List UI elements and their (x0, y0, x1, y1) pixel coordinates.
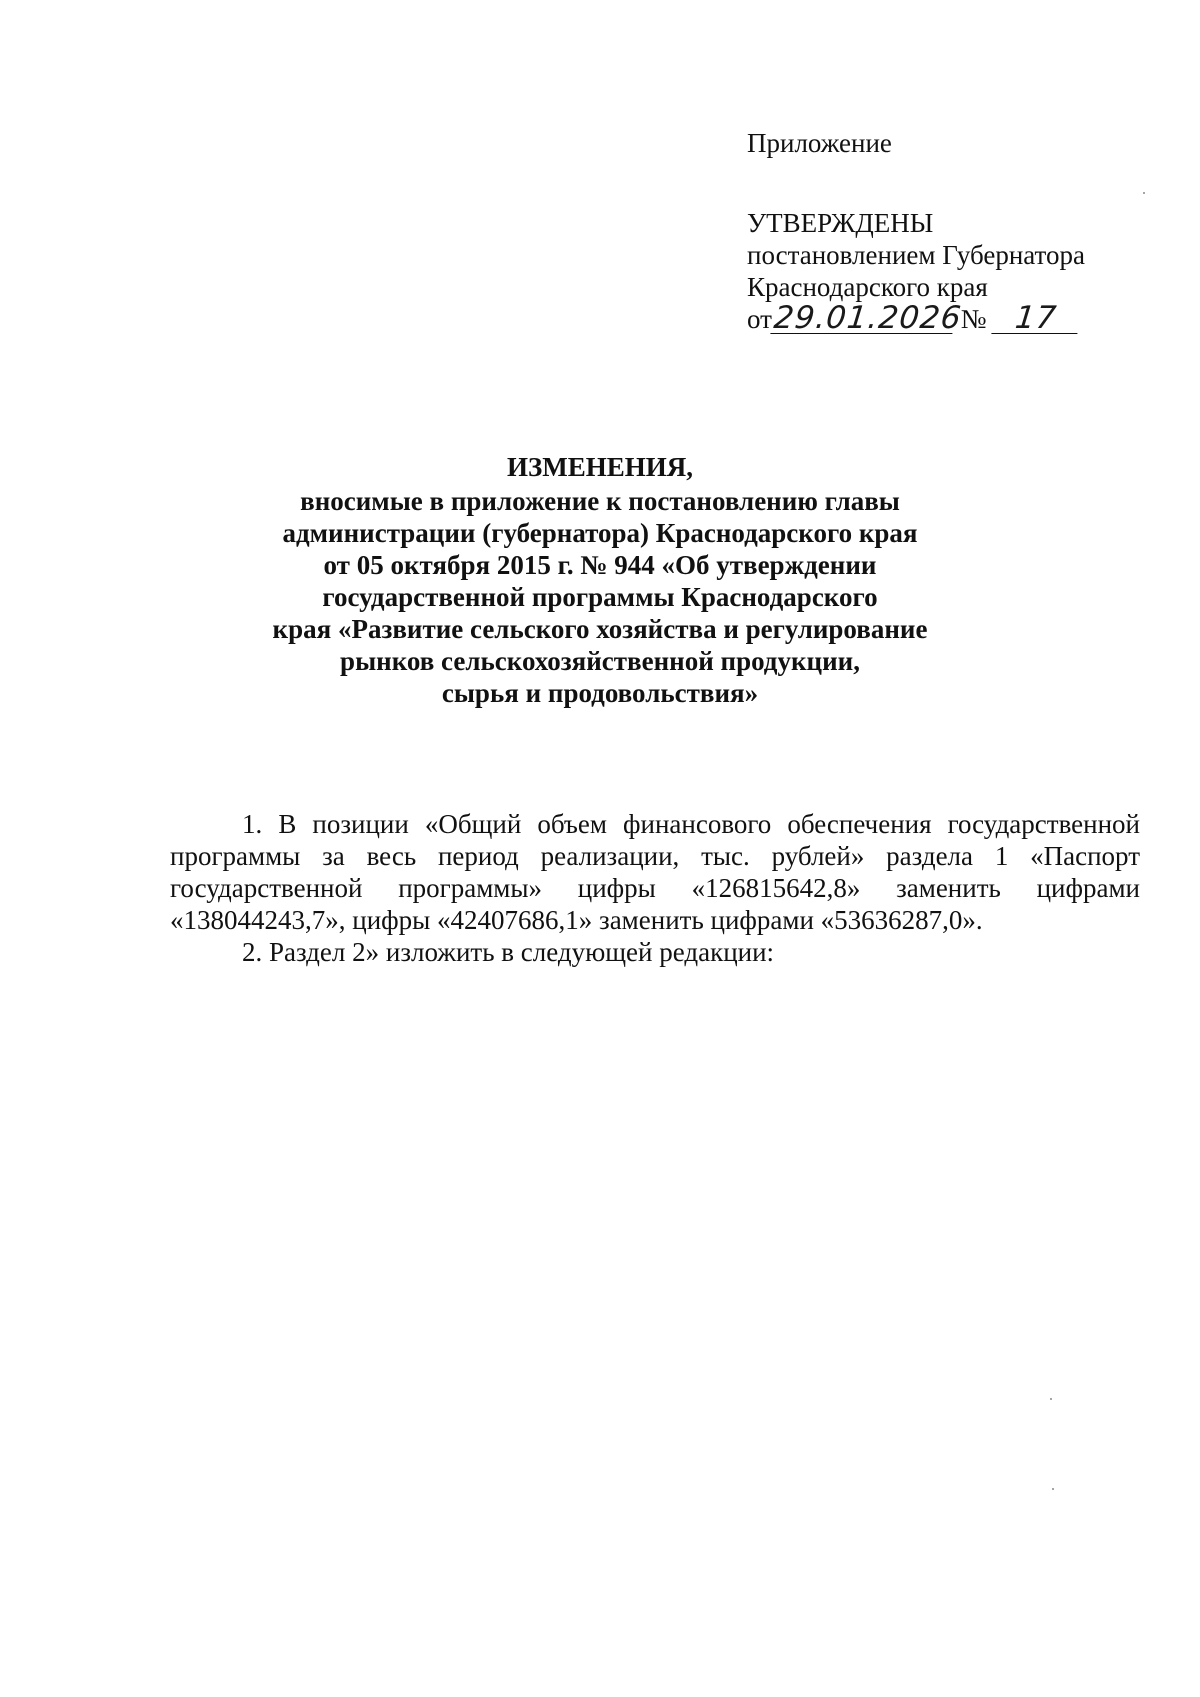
date-number-line (747, 300, 1085, 336)
title-line: вносимые в приложение к постановлению главы (300, 486, 900, 516)
decree-line: постановлением Губернатора (747, 240, 1085, 270)
title-line: от 05 октября 2015 г. № 944 «Об утверждении (323, 550, 877, 580)
from-label: от (747, 304, 772, 334)
title-line: администрации (губернатора) Краснодарского края (282, 518, 918, 548)
paragraph-1: 1. В позиции «Общий объем финансового обеспечения государственной программы за весь период реализации, тыс. рублей» раздела 1 «Паспорт государственной программы» цифры «126815642,8» заменить цифрами «138044243,7», цифры «42407686,1» заменить цифрами «53636287,0». (170, 809, 1140, 935)
page-title: ИЗМЕНЕНИЯ, (506, 452, 693, 482)
approved-label: УТВЕРЖДЕНЫ (747, 208, 934, 238)
title-block (200, 451, 1000, 709)
number-label: № (960, 304, 987, 334)
title-line: рынков сельскохозяйственной продукции, (340, 646, 860, 676)
scan-speck (1052, 1488, 1054, 1490)
approval-block (747, 127, 1085, 335)
region-line: Краснодарского края (747, 272, 988, 302)
handwritten-date: 29.01.2026 (772, 300, 964, 336)
handwritten-number: 17 (992, 303, 1081, 334)
title-line: сырья и продовольствия» (441, 678, 759, 708)
title-line: края «Развитие сельского хозяйства и регулирование (272, 614, 928, 644)
scan-speck (1050, 1398, 1052, 1400)
body-text (170, 808, 1140, 968)
title-line: государственной программы Краснодарского (322, 582, 878, 612)
paragraph-2: 2. Раздел 2» изложить в следующей редакции: (242, 937, 775, 967)
appendix-label: Приложение (747, 128, 892, 158)
scan-speck (1143, 192, 1145, 194)
